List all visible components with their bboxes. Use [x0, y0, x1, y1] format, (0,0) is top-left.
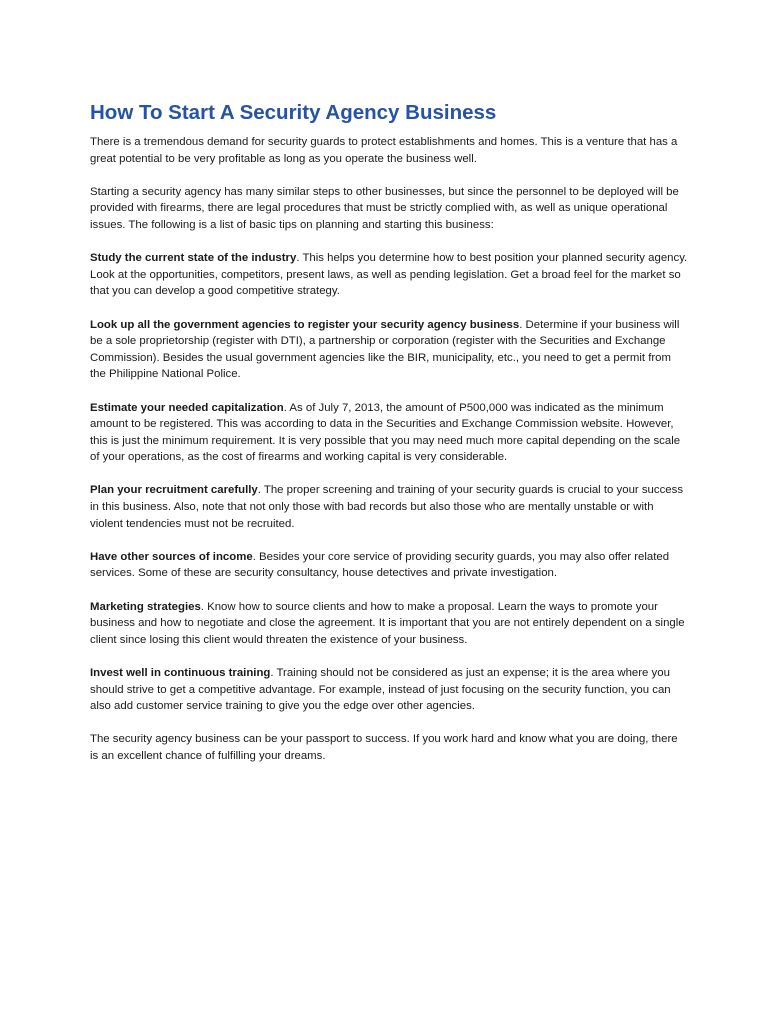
tip-text: . As of July 7, 2013, the amount of P500,000 was indicated as the minimum amount to be registered. This was according to data in the Securities and Exchange Commission website. However, this is just the minimum requirement. It is very possible that you may need much more capital depending on the scale of your operations, as the cost of firearms and working capital is very considerable. — [90, 401, 681, 464]
article-title: How To Start A Security Agency Business — [90, 101, 497, 124]
conclusion-paragraph: The security agency business can be your passport to success. If you work hard and know what you are doing, there is an excellent chance of fulfilling your dreams. — [90, 733, 678, 762]
tip-paragraph-industry — [90, 250, 688, 300]
tip-text: . Know how to source clients and how to make a proposal. Learn the ways to promote your business and how to negotiate and close the agreement. It is important that you are not entirely dependent on a single client since losing this client would threaten the existence of your business. — [90, 600, 685, 646]
tip-text: . Training should not be considered as just an expense; it is the area where you should strive to get a competitive advantage. For example, instead of just focusing on the security function, you can also add customer service training to give you the edge over other agencies. — [90, 667, 671, 713]
tip-paragraph-income — [90, 549, 688, 582]
tip-paragraph-capitalization — [90, 400, 688, 466]
article-body — [90, 100, 688, 781]
tip-heading: Marketing strategies — [90, 600, 201, 613]
tip-text: . This helps you determine how to best position your planned security agency. Look at the opportunities, competitors, present laws, as well as pending legislation. Get a broad feel for the market so that you can develop a good competitive strategy. — [90, 252, 688, 298]
tip-paragraph-training — [90, 665, 688, 715]
tip-heading: Plan your recruitment carefully — [90, 484, 258, 497]
tip-paragraph-registration — [90, 317, 688, 383]
tip-heading: Have other sources of income — [90, 550, 253, 563]
tip-heading: Study the current state of the industry — [90, 252, 297, 265]
tip-paragraph-recruitment — [90, 482, 688, 532]
tip-text: . The proper screening and training of your security guards is crucial to your success in this business. Also, note that not only those with bad records but also those who are mentally unstable or with violent tendencies must not be recruited. — [90, 484, 684, 530]
tip-heading: Invest well in continuous training — [90, 667, 271, 679]
tip-text: . Besides your core service of providing security guards, you may also offer related services. Some of these are security consultancy, house detectives and private investigation. — [90, 550, 670, 580]
tip-heading: Estimate your needed capitalization — [90, 401, 284, 414]
tip-text: . Determine if your business will be a sole proprietorship (register with DTI), a partnership or corporation (register with the Securities and Exchange Commission). Besides the usual government agencies like the BIR, municipality, etc., you need to get a permit from the Philippine National Police. — [90, 318, 680, 381]
intro-paragraph-1: There is a tremendous demand for security guards to protect establishments and homes. This is a venture that has a great potential to be very profitable as long as you operate the business well. — [90, 136, 678, 165]
intro-paragraph-2: Starting a security agency has many similar steps to other businesses, but since the personnel to be deployed will be provided with firearms, there are legal procedures that must be strictly complied with, as well as unique operational issues. The following is a list of basic tips on planning and starting this business: — [90, 185, 679, 231]
tip-heading: Look up all the government agencies to register your security agency business — [90, 318, 520, 331]
tip-paragraph-marketing — [90, 599, 688, 649]
